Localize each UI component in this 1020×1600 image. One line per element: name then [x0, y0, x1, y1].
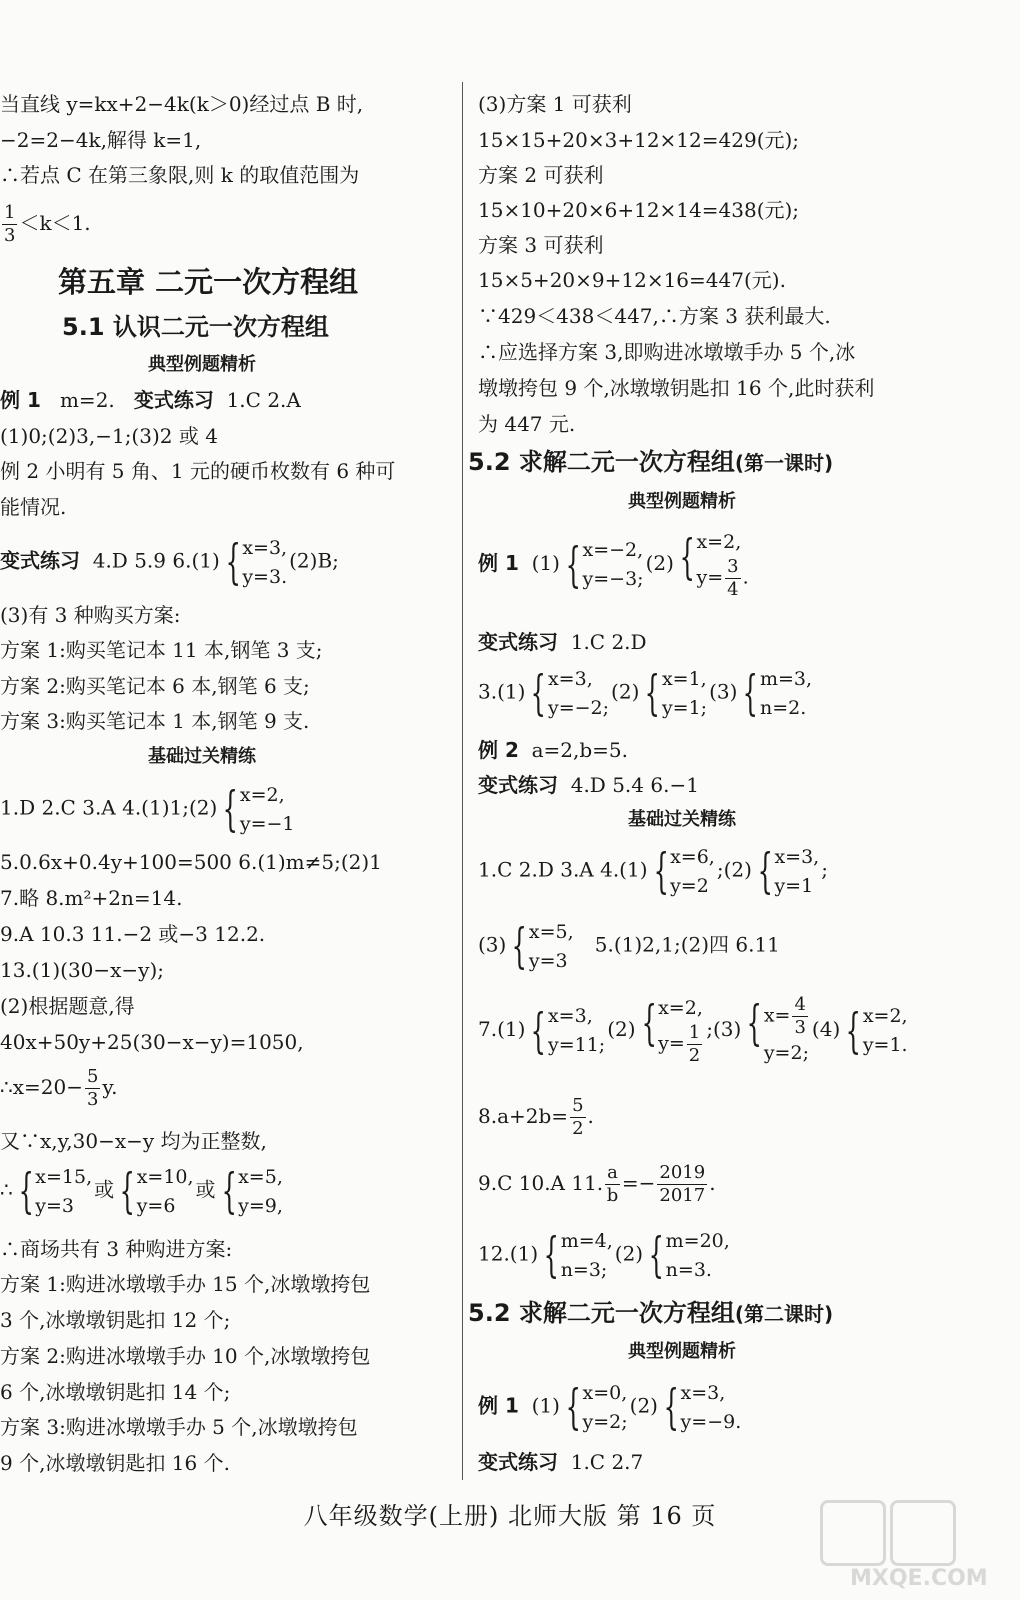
section-title: 5.2 求解二元一次方程组(第一课时): [468, 448, 834, 476]
text-line: 方案 1:购进冰墩墩手办 15 个,冰墩墩挎包: [0, 1272, 371, 1296]
text-line: (3) { x=5, y=3 5.(1)2,1;(2)四 6.11: [478, 918, 780, 974]
equation-system: { x=3, y=−2;: [531, 665, 610, 721]
text-line: 能情况.: [0, 495, 67, 519]
text-line: 又∵x,y,30−x−y 均为正整数,: [0, 1129, 267, 1153]
text-line: 例 2 小明有 5 角、1 元的硬币枚数有 6 种可: [0, 459, 396, 483]
text-line: 方案 3:购进冰墩墩手办 5 个,冰墩墩挎包: [0, 1415, 358, 1439]
text-line: 9.A 10.3 11.−2 或−3 12.2.: [0, 922, 266, 946]
equation-system: { x=2, y= $\frac{3}{4}$ .: [679, 529, 749, 600]
fraction: $\frac{a}{b}$: [606, 1162, 619, 1206]
text-line: 例 1 (1) { x=0, y=2; (2) { x=3, y=−9.: [478, 1379, 742, 1435]
equation-system: { x=5, y=9,: [221, 1163, 283, 1219]
subsection-title: 典型例题精析: [628, 1341, 736, 1362]
text-line: 例 1 (1) { x=−2, y=−3; (2) { x=2, y= $\frac{3}{4}$ .: [478, 529, 749, 600]
fraction: $\frac{5}{2}$: [572, 1095, 584, 1139]
text-line: 3 个,冰墩墩钥匙扣 12 个;: [0, 1308, 231, 1332]
equation-system: { x=3, y=−9.: [663, 1379, 742, 1435]
text-line: 方案 2:购进冰墩墩手办 10 个,冰墩墩挎包: [0, 1344, 371, 1368]
equation-system: { x=−2, y=−3;: [565, 536, 644, 593]
text-line: 变式练习 4.D 5.9 6.(1) { x=3, y=3. (2)B;: [0, 534, 339, 590]
text-line: 15×10+20×6+12×14=438(元);: [478, 198, 800, 222]
equation-system: { x=10, y=6: [119, 1163, 194, 1219]
text-line: 9.C 10.A 11. $\frac{a}{b}$ =− $\frac{2019}{2017}$ .: [478, 1162, 716, 1206]
equation-system: { x=2, y=1.: [845, 1002, 908, 1059]
equation-system: { x=2, y= $\frac{1}{2}$: [641, 995, 703, 1066]
text-line: 6 个,冰墩墩钥匙扣 14 个;: [0, 1380, 231, 1404]
subsection-title: 基础过关精练: [148, 746, 256, 767]
fraction: $\frac{4}{3}$: [794, 994, 806, 1038]
equation-system: { x=2, y=−1: [222, 781, 295, 837]
text-line: (3)方案 1 可获利: [478, 92, 632, 116]
text-line: −2=2−4k,解得 k=1,: [0, 128, 202, 152]
text-line: ∵429＜438＜447,∴方案 3 获利最大.: [478, 304, 831, 328]
text-line: 1.C 2.D 3.A 4.(1) { x=6, y=2 ;(2) { x=3, y=1 ;: [478, 843, 828, 899]
text-line: 方案 3 可获利: [478, 233, 604, 257]
equation-system: { x=3, y=11;: [531, 1002, 606, 1059]
text-line: 7.(1) { x=3, y=11; (2) { x=2, y= $\frac{1}{2}$ ;(3) { x= $\frac{4}{3}$ y=2; (4) { x=2, y=1.: [478, 994, 908, 1066]
text-line: ∴若点 C 在第三象限,则 k 的取值范围为: [0, 163, 360, 187]
text-line: 方案 1:购买笔记本 11 本,钢笔 3 支;: [0, 638, 323, 662]
equation-system: { x=1, y=1;: [645, 665, 708, 721]
text-line: 9 个,冰墩墩钥匙扣 16 个.: [0, 1451, 230, 1475]
equation-system: { m=20, n=3.: [648, 1227, 730, 1283]
text-line: 7.略 8.m²+2n=14.: [0, 886, 183, 910]
text-line: 方案 2:购买笔记本 6 本,钢笔 6 支;: [0, 674, 310, 698]
text-line: 方案 3:购买笔记本 1 本,钢笔 9 支.: [0, 709, 310, 733]
fraction: $\frac{3}{4}$: [727, 556, 739, 600]
text-line: ∴应选择方案 3,即购进冰墩墩手办 5 个,冰: [478, 340, 856, 364]
text-line: 为 447 元.: [478, 412, 576, 436]
fraction: $\frac{5}{3}$: [86, 1066, 99, 1110]
equation-system: { m=3, n=2.: [743, 665, 813, 721]
fraction: $\frac{1}{2}$: [688, 1022, 701, 1066]
subsection-title: 典型例题精析: [148, 354, 256, 375]
text-line: 15×5+20×9+12×16=447(元).: [478, 268, 786, 292]
text-line: 变式练习 1.C 2.D: [478, 630, 647, 654]
chapter-title: 第五章 二元一次方程组: [58, 265, 359, 299]
subsection-title: 基础过关精练: [628, 809, 736, 830]
equation-system: { m=4, n=3;: [543, 1227, 613, 1283]
text-line: 例 1 m=2. 变式练习 1.C 2.A: [0, 388, 301, 412]
fraction: $\frac{2019}{2017}$: [659, 1162, 706, 1206]
text-line: ∴ { x=15, y=3 或 { x=10, y=6 或 { x=5, y=9,: [0, 1163, 283, 1219]
text-line: (2)根据题意,得: [0, 994, 135, 1018]
page-footer: 八年级数学(上册) 北师大版 第 16 页: [303, 1502, 717, 1530]
equation-system: { x=3, y=1: [757, 843, 820, 899]
text-line: 变式练习 1.C 2.7: [478, 1450, 644, 1474]
equation-system: { x= $\frac{4}{3}$ y=2;: [746, 994, 809, 1064]
section-title: 5.2 求解二元一次方程组(第二课时): [468, 1299, 834, 1327]
text-line: ∴商场共有 3 种购进方案:: [0, 1237, 233, 1261]
text-line: 40x+50y+25(30−x−y)=1050,: [0, 1030, 304, 1054]
column-divider: [462, 82, 463, 1480]
text-line: 12.(1) { m=4, n=3; (2) { m=20, n=3.: [478, 1227, 730, 1283]
equation-system: { x=3, y=3.: [225, 534, 288, 590]
text-line: (1)0;(2)3,−1;(3)2 或 4: [0, 424, 218, 448]
equation-system: { x=15, y=3: [18, 1163, 93, 1219]
text-line: ∴x=20− $\frac{5}{3}$ y.: [0, 1066, 118, 1110]
text-line: 方案 2 可获利: [478, 163, 604, 187]
text-line: 墩墩挎包 9 个,冰墩墩钥匙扣 16 个,此时获利: [478, 376, 875, 400]
text-line: 5.0.6x+0.4y+100=500 6.(1)m≠5;(2)1: [0, 850, 382, 874]
subsection-title: 典型例题精析: [628, 491, 736, 512]
text-line: $\frac{1}{3}$ ＜k＜1.: [4, 202, 91, 246]
equation-system: { x=0, y=2;: [565, 1379, 628, 1435]
text-line: 当直线 y=kx+2−4k(k＞0)经过点 B 时,: [0, 92, 364, 116]
fraction: $\frac{1}{3}$: [4, 202, 16, 246]
text-line: 变式练习 4.D 5.4 6.−1: [478, 773, 699, 797]
text-line: 13.(1)(30−x−y);: [0, 958, 165, 982]
watermark-logo: MXQE.COM: [820, 1500, 1010, 1595]
text-line: 1.D 2.C 3.A 4.(1)1;(2) { x=2, y=−1: [0, 781, 295, 837]
text-line: 15×15+20×3+12×12=429(元);: [478, 128, 800, 152]
text-line: 例 2 a=2,b=5.: [478, 738, 629, 762]
text-line: 8.a+2b= $\frac{5}{2}$ .: [478, 1095, 594, 1139]
equation-system: { x=5, y=3: [511, 918, 574, 974]
section-title: 5.1 认识二元一次方程组: [62, 313, 329, 341]
text-line: (3)有 3 种购买方案:: [0, 603, 181, 627]
text-line: 3.(1) { x=3, y=−2; (2) { x=1, y=1; (3) { m=3, n=2.: [478, 665, 813, 721]
equation-system: { x=6, y=2: [653, 843, 715, 899]
